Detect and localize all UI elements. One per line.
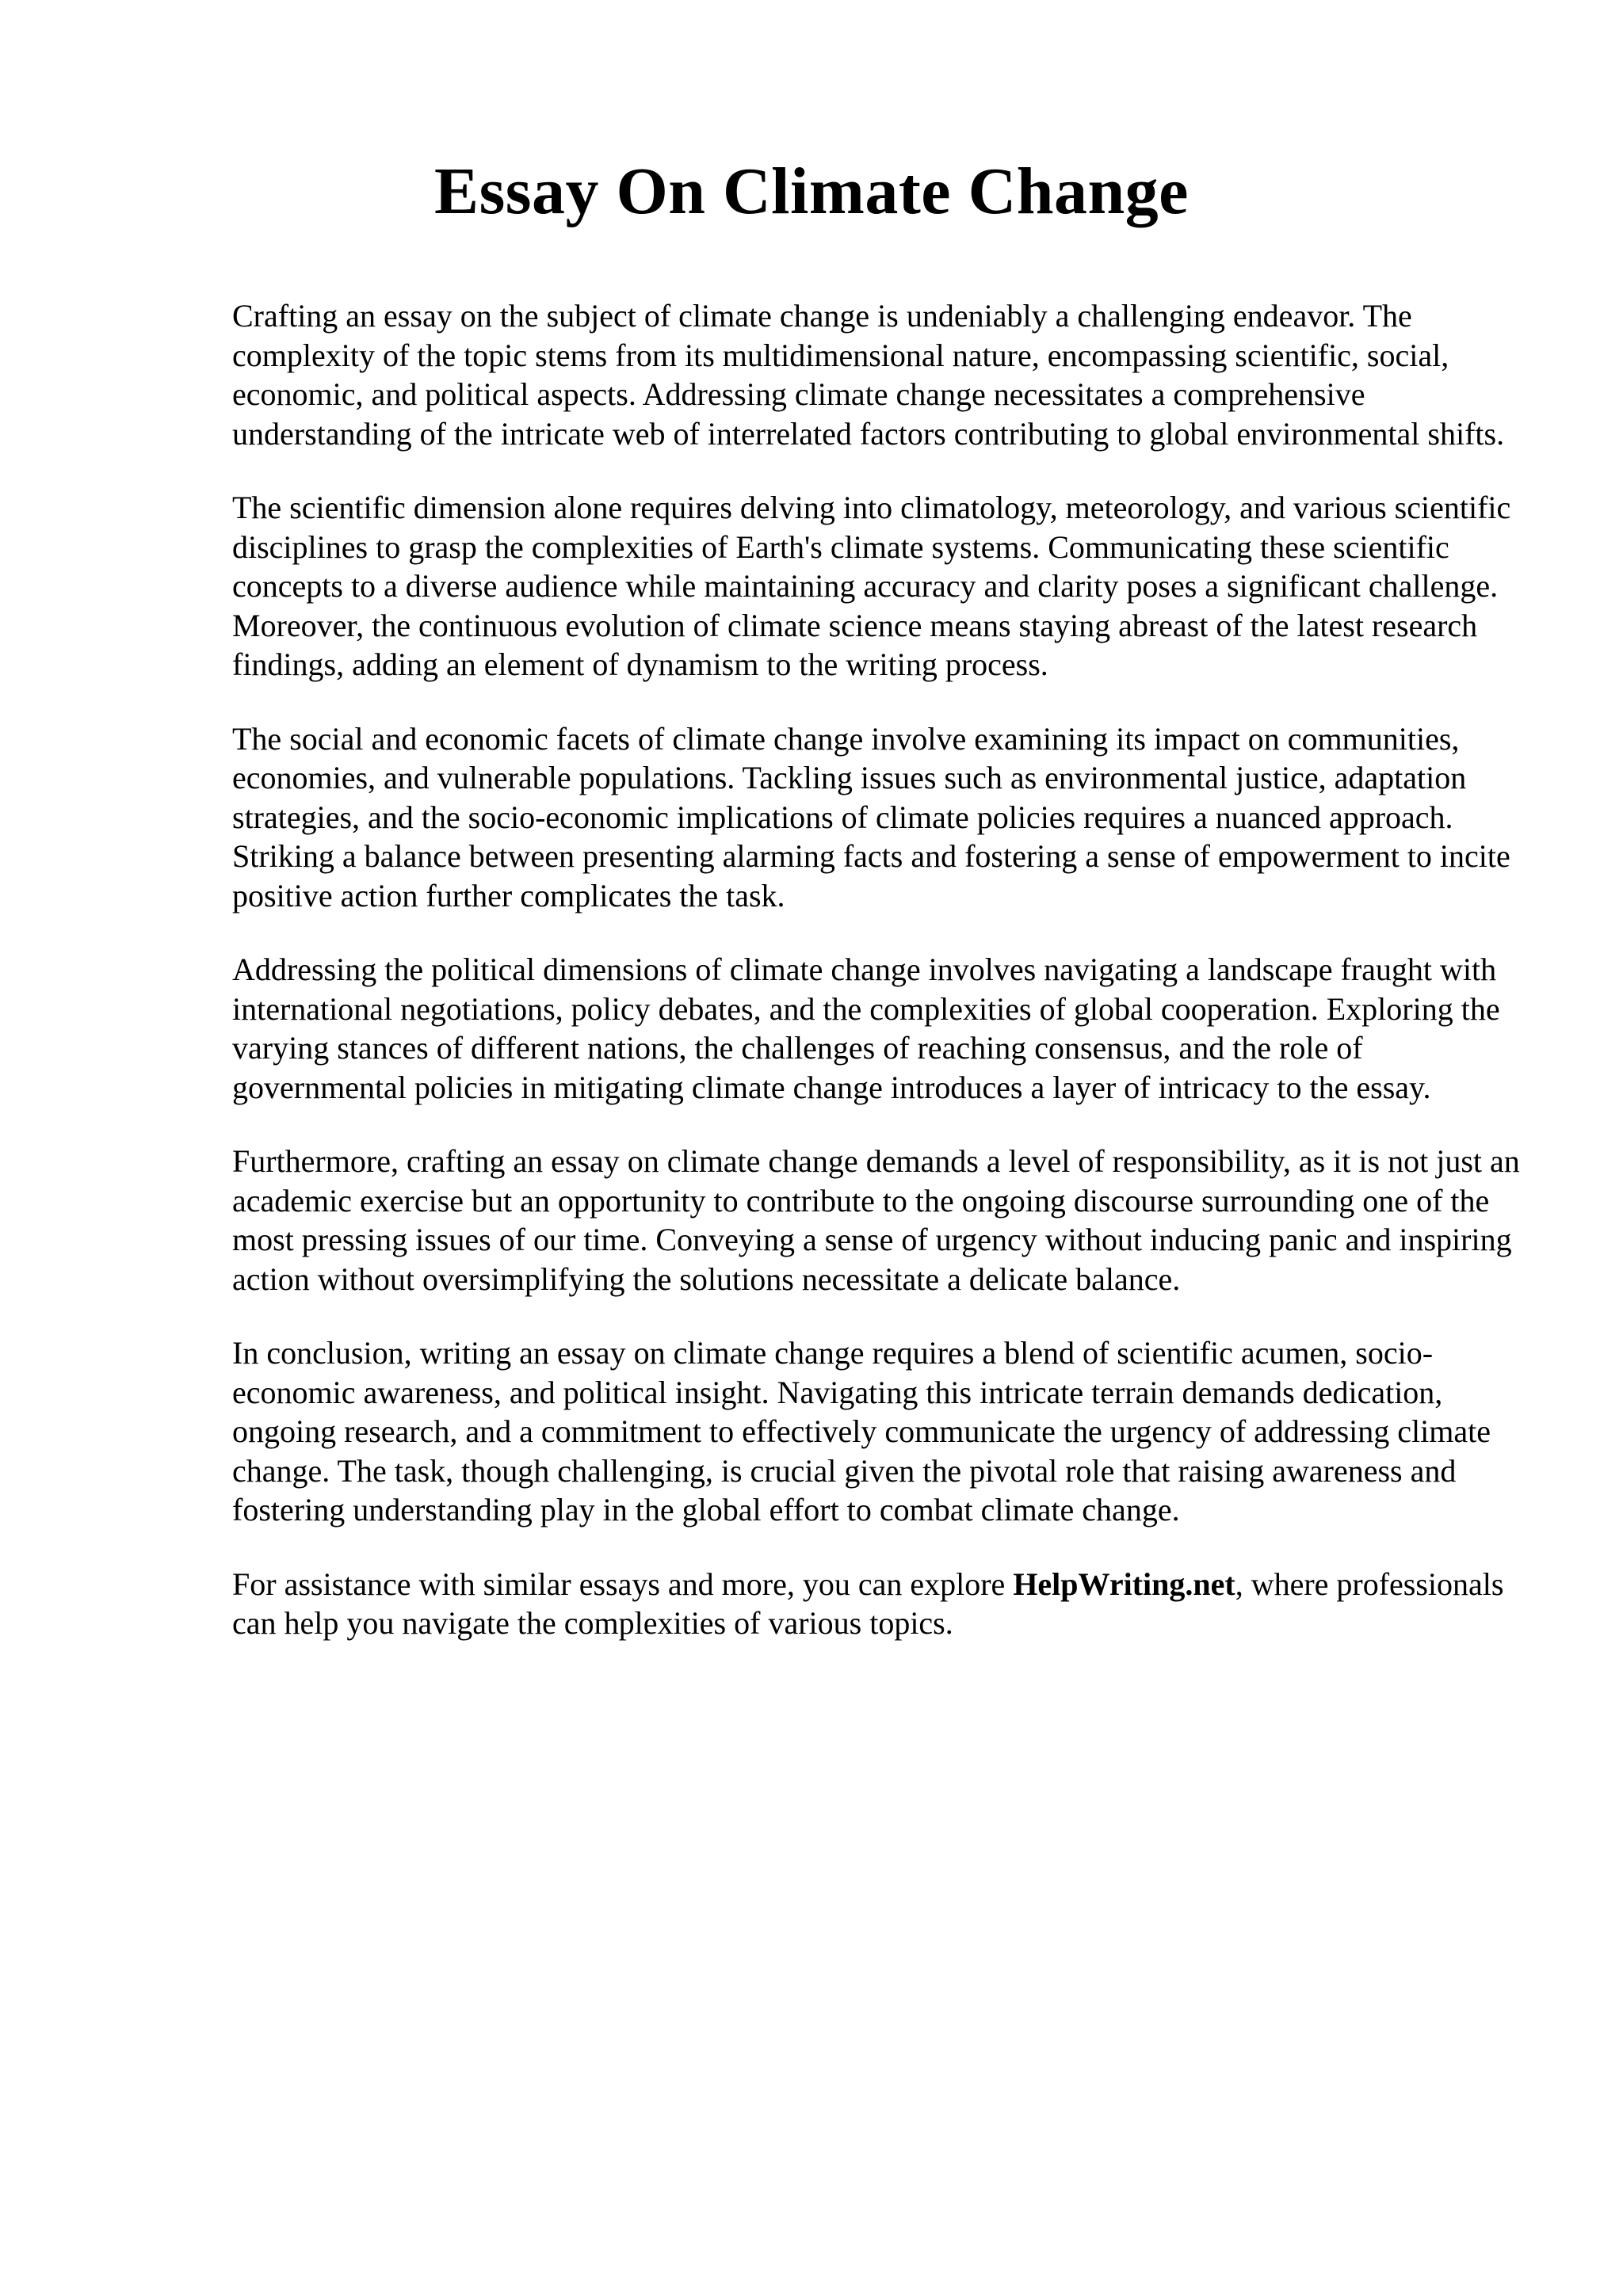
closing-paragraph bbox=[232, 1565, 1532, 1643]
paragraph-3: The social and economic facets of climate change involve examining its impact on communities, economies, and vulnerable populations. Tackling issues such as environmental justice, adaptation strategies, and the socio-economic implications of climate policies requires a nuanced approach. Striking a balance between presenting alarming facts and fostering a sense of empowerment to incite positive action further complicates the task. bbox=[232, 720, 1510, 913]
essay-title: Essay On Climate Change bbox=[434, 154, 1189, 228]
paragraph-2: The scientific dimension alone requires delving into climatology, meteorology, and various scientific disciplines to grasp the complexities of Earth's climate systems. Communicating these scientific concepts to a diverse audience while maintaining accuracy and clarity poses a significant challenge. Moreover, the continuous evolution of climate science means staying abreast of the latest research findings, adding an element of dynamism to the writing process. bbox=[232, 490, 1511, 682]
essay-body bbox=[232, 296, 1532, 1678]
paragraph-6: In conclusion, writing an essay on climate change requires a blend of scientific acumen, socio-economic awareness, and political insight. Navigating this intricate terrain demands dedication, ongoing research, and a commitment to effectively communicate the urgency of addressing climate change. The task, though challenging, is crucial given the pivotal role that raising awareness and fostering understanding play in the global effort to combat climate change. bbox=[232, 1335, 1491, 1527]
helpwriting-link[interactable]: HelpWriting.net bbox=[1013, 1566, 1235, 1602]
closing-text-before-link: For assistance with similar essays and more, you can explore bbox=[232, 1566, 1014, 1602]
paragraph-4: Addressing the political dimensions of climate change involves navigating a landscape fraught with international negotiations, policy debates, and the complexities of global cooperation. Exploring the varying stances of different nations, the challenges of reaching consensus, and the role of governmental policies in mitigating climate change introduces a layer of intricacy to the essay. bbox=[232, 952, 1500, 1105]
closing-text-after-link: , where professionals can help you navigate the complexities of various topics. bbox=[232, 1566, 1504, 1641]
paragraph-1: Crafting an essay on the subject of climate change is undeniably a challenging endeavor. The complexity of the topic stems from its multidimensional nature, encompassing scientific, social, economic, and political aspects. Addressing climate change necessitates a comprehensive understanding of the intricate web of interrelated factors contributing to global environmental shifts. bbox=[232, 298, 1505, 452]
paragraph-5: Furthermore, crafting an essay on climate change demands a level of responsibility, as it is not just an academic exercise but an opportunity to contribute to the ongoing discourse surrounding one of the most pressing issues of our time. Conveying a sense of urgency without inducing panic and inspiring action without oversimplifying the solutions necessitate a delicate balance. bbox=[232, 1143, 1520, 1297]
